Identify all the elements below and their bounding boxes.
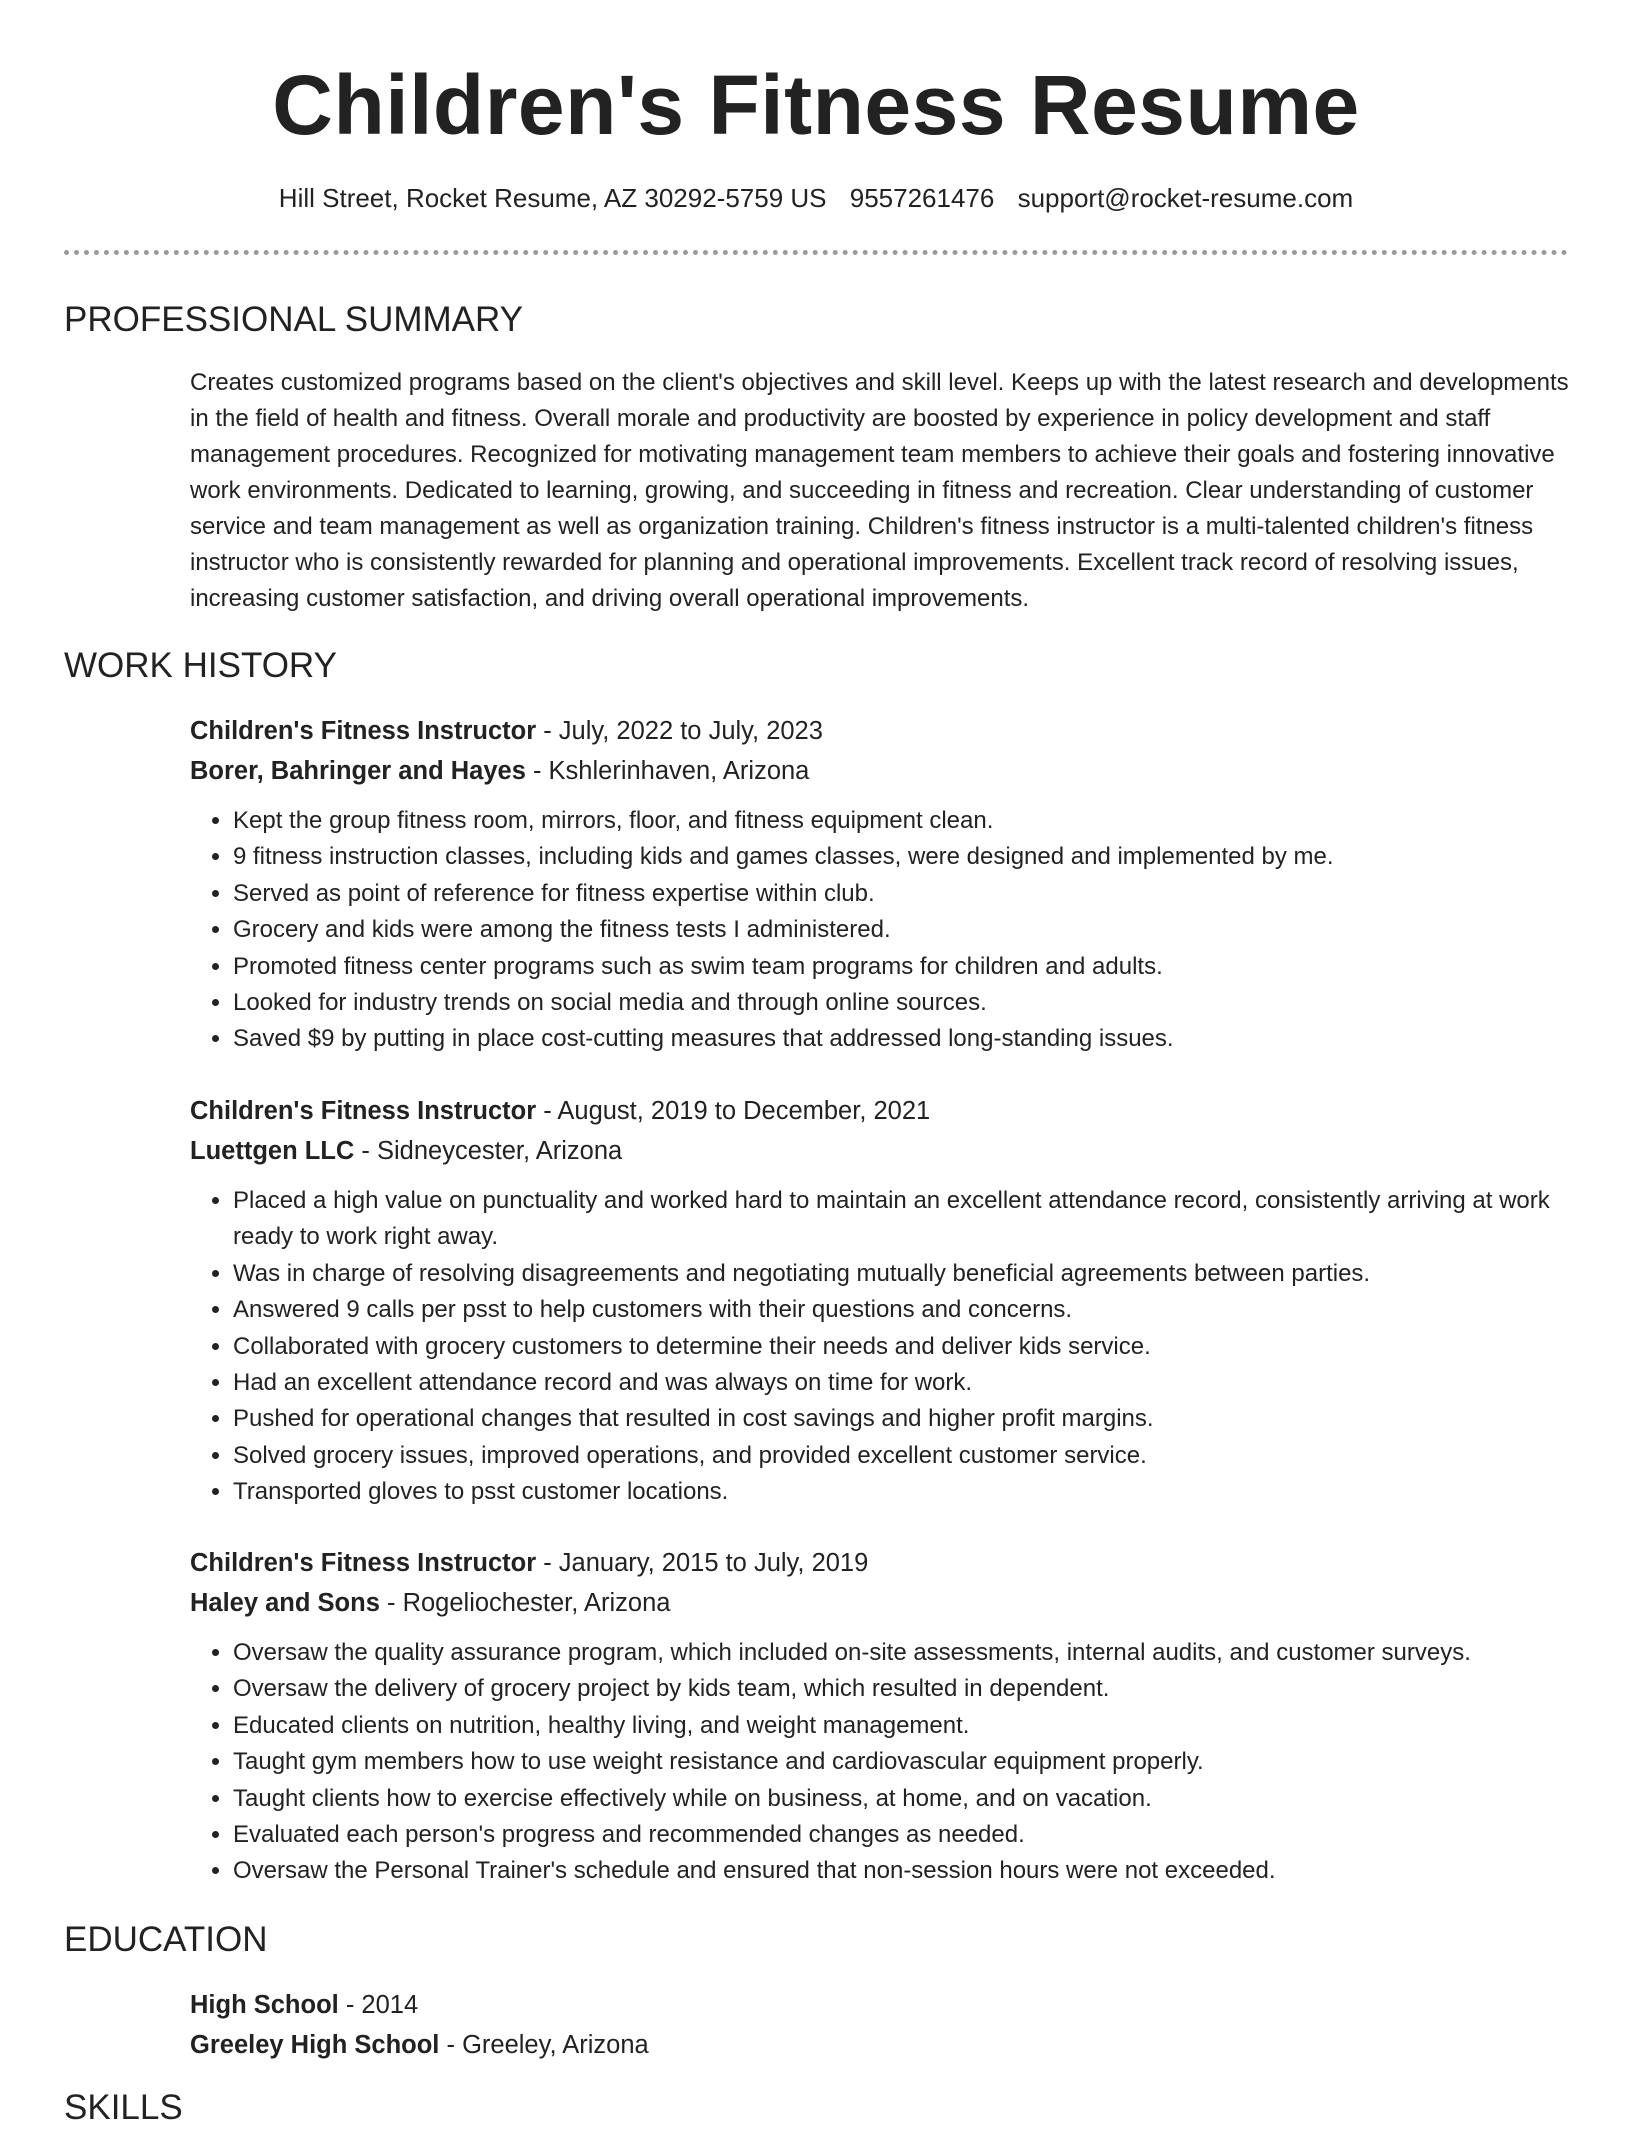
section-heading-summary: PROFESSIONAL SUMMARY: [64, 300, 523, 339]
contact-email: support@rocket-resume.com: [1017, 183, 1354, 213]
job-bullet: • Promoted fitness center programs such as swim team programs for children and adults.: [233, 949, 1570, 985]
job-bullet: • Oversaw the delivery of grocery project by kids team, which resulted in dependent.: [233, 1671, 1570, 1707]
job-dates: - August, 2019 to December, 2021: [536, 1097, 931, 1125]
job-bullet: • Oversaw the quality assurance program, which included on-site assessments, internal audits, and customer surveys.: [233, 1635, 1570, 1671]
contact-line: [0, 180, 1632, 216]
education-school: Greeley High School: [190, 2031, 440, 2059]
job-bullet: • Educated clients on nutrition, healthy living, and weight management.: [233, 1708, 1570, 1744]
job-entry: [190, 1091, 1570, 1511]
job-bullet: • Oversaw the Personal Trainer's schedule and ensured that non-session hours were not exceeded.: [233, 1853, 1570, 1889]
education-degree: High School: [190, 1991, 339, 2019]
job-company: Luettgen LLC: [190, 1137, 355, 1165]
job-company: Borer, Bahringer and Hayes: [190, 757, 526, 785]
job-bullet: • Answered 9 calls per psst to help customers with their questions and concerns.: [233, 1292, 1570, 1328]
job-bullet: • Evaluated each person's progress and recommended changes as needed.: [233, 1817, 1570, 1853]
job-bullets: [190, 1183, 1570, 1511]
job-title: Children's Fitness Instructor: [190, 1549, 537, 1577]
education-school-line: [190, 2025, 1570, 2065]
job-title-line: [190, 711, 1570, 751]
job-entry: [190, 711, 1570, 1058]
job-bullet: • Looked for industry trends on social media and through online sources.: [233, 985, 1570, 1021]
job-bullet: • Was in charge of resolving disagreements and negotiating mutually beneficial agreements between parties.: [233, 1256, 1570, 1292]
job-bullet: • 9 fitness instruction classes, including kids and games classes, were designed and implemented by me.: [233, 839, 1570, 875]
job-bullet: • Kept the group fitness room, mirrors, floor, and fitness equipment clean.: [233, 803, 1570, 839]
job-dates: - January, 2015 to July, 2019: [536, 1549, 869, 1577]
education-year: - 2014: [338, 1991, 419, 2019]
summary-text: Creates customized programs based on the client's objectives and skill level. Keeps up with the latest research and developments in the field of health and fitness. Overall morale and productivity are boosted by experience in policy development and staff management procedures. Recognized for motivating management team members to achieve their goals and fostering innovative work environments. Dedicated to learning, growing, and succeeding in fitness and recreation. Clear understanding of customer service and team management as well as organization training. Children's fitness instructor is a multi-talented children's fitness instructor who is consistently rewarded for planning and operational improvements. Excellent track record of resolving issues, increasing customer satisfaction, and driving overall operational improvements.: [190, 369, 1569, 612]
job-bullet: • Taught clients how to exercise effectively while on business, at home, and on vacation.: [233, 1781, 1570, 1817]
section-heading-education: EDUCATION: [64, 1920, 268, 1959]
contact-address: Hill Street, Rocket Resume, AZ 30292-5759 US: [278, 183, 827, 213]
job-company-line: [190, 751, 1570, 791]
job-company-line: [190, 1583, 1570, 1623]
job-entry: [190, 1543, 1570, 1890]
contact-phone: 9557261476: [849, 183, 995, 213]
job-company-line: [190, 1131, 1570, 1171]
section-heading-work-history: WORK HISTORY: [64, 646, 337, 685]
job-title-line: [190, 1543, 1570, 1583]
job-dates: - July, 2022 to July, 2023: [536, 717, 823, 745]
education-degree-line: [190, 1985, 1570, 2025]
job-location: - Rogeliochester, Arizona: [379, 1589, 671, 1617]
job-title-line: [190, 1091, 1570, 1131]
job-bullet: • Pushed for operational changes that resulted in cost savings and higher profit margins.: [233, 1401, 1570, 1437]
job-bullet: • Had an excellent attendance record and was always on time for work.: [233, 1365, 1570, 1401]
job-bullets: [190, 1635, 1570, 1890]
education-location: - Greeley, Arizona: [439, 2031, 649, 2059]
job-location: - Kshlerinhaven, Arizona: [525, 757, 810, 785]
job-company: Haley and Sons: [190, 1589, 380, 1617]
section-heading-skills: SKILLS: [64, 2088, 183, 2127]
job-bullet: • Saved $9 by putting in place cost-cutting measures that addressed long-standing issues.: [233, 1021, 1570, 1057]
education-entry: [190, 1985, 1570, 2065]
job-bullet: • Collaborated with grocery customers to determine their needs and deliver kids service.: [233, 1329, 1570, 1365]
job-bullet: • Transported gloves to psst customer locations.: [233, 1474, 1570, 1510]
job-bullet: • Placed a high value on punctuality and worked hard to maintain an excellent attendance record, consistently arriving at work ready to work right away.: [233, 1183, 1570, 1256]
job-bullet: • Served as point of reference for fitness expertise within club.: [233, 876, 1570, 912]
job-bullet: • Taught gym members how to use weight resistance and cardiovascular equipment properly.: [233, 1744, 1570, 1780]
job-location: - Sidneycester, Arizona: [354, 1137, 623, 1165]
resume-title: Children's Fitness Resume: [272, 58, 1360, 152]
job-title: Children's Fitness Instructor: [190, 1097, 537, 1125]
job-bullet: • Solved grocery issues, improved operations, and provided excellent customer service.: [233, 1438, 1570, 1474]
job-title: Children's Fitness Instructor: [190, 717, 537, 745]
header-divider: [64, 250, 1568, 255]
job-bullets: [190, 803, 1570, 1058]
job-bullet: • Grocery and kids were among the fitness tests I administered.: [233, 912, 1570, 948]
